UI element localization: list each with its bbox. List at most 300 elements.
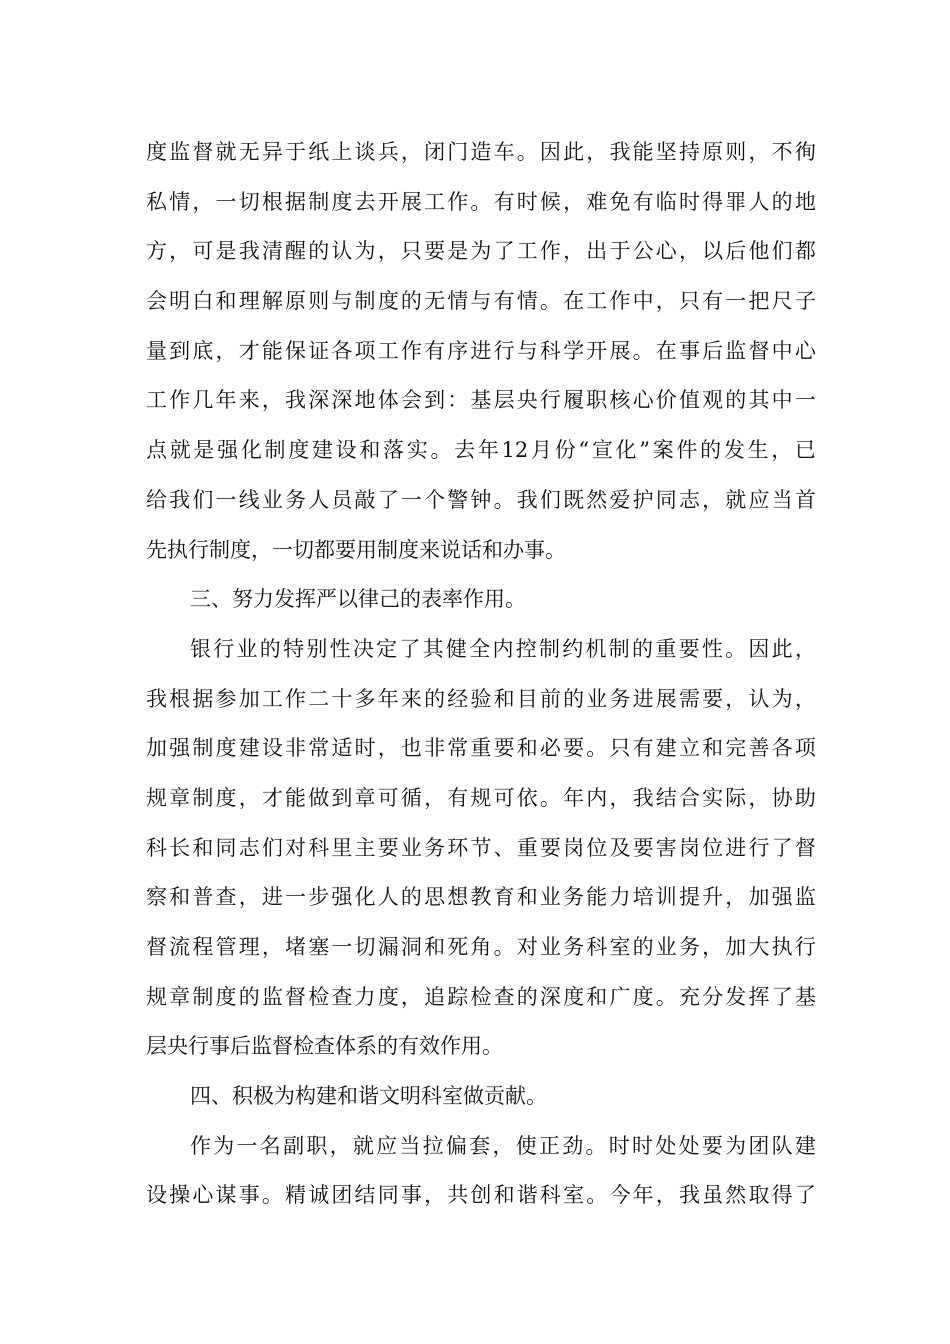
text-glyph: 则	[308, 289, 330, 314]
text-glyph: 要	[701, 1133, 723, 1158]
text-glyph: ，	[377, 736, 399, 761]
text-glyph: 建	[655, 736, 677, 761]
text-glyph: ，	[192, 189, 214, 214]
text-glyph: 非	[285, 736, 307, 761]
text-line	[146, 277, 816, 327]
text-glyph: 。	[539, 289, 561, 314]
text-glyph: 后	[725, 239, 747, 264]
text-glyph: 程	[192, 935, 214, 959]
text-glyph: 督	[794, 835, 816, 860]
text-glyph: 共	[447, 1183, 469, 1208]
text-glyph: 位	[702, 835, 724, 860]
text-glyph: 为	[213, 1133, 235, 1158]
text-glyph: 长	[169, 835, 191, 860]
text-glyph: 目	[516, 686, 538, 711]
text-glyph: 他	[748, 239, 770, 264]
text-glyph: 。	[261, 1183, 283, 1208]
text-glyph: 主	[354, 835, 376, 860]
text-glyph: 十	[331, 686, 353, 711]
text-glyph: 操	[169, 1183, 191, 1208]
text-glyph: 要	[632, 835, 654, 860]
text-line	[146, 824, 816, 874]
text-glyph: 节	[470, 835, 492, 860]
text-glyph: 和	[192, 835, 214, 860]
text-glyph: 踪	[447, 984, 469, 1009]
text-glyph: 要	[539, 835, 561, 860]
text-glyph: 业	[655, 935, 677, 959]
text-glyph: 因	[748, 636, 770, 661]
text-glyph: 同	[377, 1183, 399, 1208]
text-glyph: 的	[238, 984, 260, 1009]
text-glyph: 广	[609, 984, 631, 1009]
text-glyph: 度	[563, 984, 585, 1009]
text-glyph: 白	[192, 289, 214, 314]
text-glyph: 项	[354, 338, 376, 363]
text-glyph: 环	[447, 835, 469, 860]
text-glyph: 死	[447, 935, 469, 959]
text-glyph: 执	[771, 935, 793, 959]
text-glyph: 案	[652, 438, 674, 463]
text-glyph: 们	[261, 835, 283, 860]
text-glyph: 漏	[377, 935, 399, 959]
text-glyph: 车	[493, 140, 515, 164]
text-glyph: 可	[493, 785, 515, 810]
text-glyph: 了	[794, 1183, 816, 1208]
text-glyph: 验	[470, 686, 492, 711]
text-glyph: 强	[169, 736, 191, 761]
text-glyph: 理	[238, 289, 260, 314]
text-glyph: ，	[586, 140, 608, 164]
text-glyph: 志	[238, 835, 260, 860]
text-glyph: 心	[632, 388, 654, 413]
text-glyph: 是	[447, 239, 469, 264]
text-glyph: 开	[586, 338, 608, 363]
text-glyph: 价	[655, 388, 677, 413]
text-glyph: 进	[470, 338, 492, 363]
text-glyph: 时	[516, 189, 538, 214]
text-glyph: 临	[655, 189, 677, 214]
text-glyph: 然	[586, 487, 608, 512]
text-glyph: 徇	[794, 140, 816, 164]
text-glyph: 事	[400, 1183, 422, 1208]
text-glyph: 加	[725, 935, 747, 959]
text-glyph: ，	[609, 785, 631, 810]
text-glyph: 宣	[591, 438, 613, 463]
text-glyph: 才	[238, 338, 260, 363]
text-glyph: 和	[516, 885, 538, 910]
text-glyph: 我	[169, 487, 191, 512]
text-glyph: 12	[501, 438, 529, 463]
text-glyph: 规	[146, 785, 167, 810]
text-glyph: 化	[240, 438, 262, 463]
text-glyph: 我	[516, 487, 538, 512]
text-glyph: 年	[377, 686, 399, 711]
text-glyph: 当	[399, 1133, 421, 1158]
text-glyph: 发	[723, 438, 745, 463]
text-glyph: 只	[609, 736, 631, 761]
text-glyph: 因	[539, 140, 561, 164]
text-glyph: 其	[748, 388, 770, 413]
text-glyph: 。	[655, 984, 677, 1009]
text-glyph: 化	[354, 885, 376, 910]
text-glyph: 然	[725, 1183, 747, 1208]
text-glyph: 流	[169, 935, 191, 959]
text-glyph: 的	[632, 636, 654, 661]
text-line-content: 层央行事后监督检查体系的有效作用。	[146, 1034, 503, 1059]
text-glyph: 时	[678, 189, 700, 214]
text-glyph: 展	[400, 189, 422, 214]
text-line	[146, 675, 816, 725]
text-glyph: 情	[447, 289, 469, 314]
text-glyph: 展	[655, 686, 677, 711]
text-glyph: 建	[794, 1133, 816, 1158]
text-line	[146, 973, 816, 1023]
text-glyph: 我	[238, 239, 260, 264]
text-glyph: 化	[615, 438, 637, 463]
text-line	[146, 1171, 816, 1221]
text-glyph: 及	[609, 835, 631, 860]
text-glyph: 都	[794, 239, 816, 264]
text-glyph: 。	[539, 785, 561, 810]
text-glyph: 章	[354, 785, 376, 810]
text-glyph: 察	[146, 885, 167, 910]
text-glyph: 和	[169, 885, 191, 910]
text-glyph: 重	[655, 636, 677, 661]
text-glyph: 的	[424, 686, 446, 711]
text-glyph: 正	[538, 1133, 560, 1158]
text-glyph: 就	[169, 438, 191, 463]
text-glyph: 底	[192, 338, 214, 363]
text-glyph: 一	[400, 487, 422, 512]
text-glyph: 常	[447, 736, 469, 761]
text-glyph: 度	[215, 736, 237, 761]
text-glyph: 多	[354, 686, 376, 711]
text-glyph: ，	[492, 1133, 514, 1158]
text-glyph: 取	[748, 1183, 770, 1208]
text-glyph: 业	[539, 935, 561, 959]
text-glyph: 今	[609, 1183, 631, 1208]
text-glyph: 事	[238, 1183, 260, 1208]
text-line	[146, 1122, 816, 1172]
text-glyph: 职	[306, 1133, 328, 1158]
text-glyph: 有	[424, 338, 446, 363]
text-glyph: 出	[586, 239, 608, 264]
text-glyph: 中	[771, 388, 793, 413]
text-glyph: 展	[609, 338, 631, 363]
text-glyph: 兵	[377, 140, 399, 164]
text-glyph: 职	[586, 388, 608, 413]
text-glyph: 应	[748, 487, 770, 512]
text-glyph: 性	[701, 636, 723, 661]
text-glyph: 机	[585, 636, 607, 661]
text-glyph: 。	[516, 140, 538, 164]
text-glyph: 开	[377, 189, 399, 214]
text-glyph: 罪	[725, 189, 747, 214]
text-glyph: 偏	[445, 1133, 467, 1158]
text-glyph: 于	[609, 239, 631, 264]
text-glyph: 。	[493, 487, 515, 512]
text-glyph: 一	[725, 289, 747, 314]
text-glyph: 一	[215, 189, 237, 214]
text-glyph: 门	[447, 140, 469, 164]
text-glyph: 务	[424, 835, 446, 860]
text-glyph: 团	[748, 1133, 770, 1158]
text-glyph: 有	[632, 189, 654, 214]
text-glyph: 是	[215, 239, 237, 264]
text-glyph: 制	[192, 785, 214, 810]
text-glyph: ，	[238, 785, 260, 810]
text-glyph: 工	[586, 289, 608, 314]
text-glyph: 分	[702, 984, 724, 1009]
text-glyph: 监	[261, 984, 283, 1009]
text-glyph: 。	[632, 338, 654, 363]
text-glyph: 制	[538, 636, 560, 661]
text-glyph: 为	[725, 1133, 747, 1158]
text-glyph: 各	[771, 736, 793, 761]
text-glyph: 虽	[702, 1183, 724, 1208]
text-glyph: 加	[146, 736, 167, 761]
text-glyph: 内	[492, 636, 514, 661]
text-glyph: ，	[794, 636, 816, 661]
text-glyph: 套	[469, 1133, 491, 1158]
text-glyph: 上	[331, 140, 353, 164]
text-glyph: 和	[493, 1183, 515, 1208]
text-glyph: 循	[400, 785, 422, 810]
text-glyph: 位	[586, 835, 608, 860]
text-glyph: 闭	[424, 140, 446, 164]
text-glyph: 银	[190, 636, 211, 661]
text-glyph: 度	[331, 189, 353, 214]
text-glyph: 科	[539, 338, 561, 363]
text-line	[146, 873, 816, 923]
text-glyph: 把	[748, 289, 770, 314]
text-glyph: 规	[146, 984, 167, 1009]
text-glyph: 业	[236, 636, 258, 661]
text-glyph: 与	[331, 289, 353, 314]
text-glyph: 作	[400, 338, 422, 363]
text-glyph: 各	[331, 338, 353, 363]
text-glyph: 规	[470, 785, 492, 810]
text-glyph: 中	[632, 289, 654, 314]
text-glyph: 。	[725, 636, 747, 661]
text-glyph: 就	[352, 1133, 374, 1158]
text-glyph: 参	[215, 686, 237, 711]
text-glyph: 必	[539, 736, 561, 761]
text-glyph: 业	[400, 835, 422, 860]
text-glyph: 经	[447, 686, 469, 711]
text-glyph: 处	[655, 1133, 677, 1158]
text-glyph: 认	[748, 686, 770, 711]
text-glyph: 和	[215, 289, 237, 314]
text-glyph: ，	[400, 140, 422, 164]
text-glyph: 来	[400, 686, 422, 711]
text-glyph: 据	[192, 686, 214, 711]
text-glyph: 的	[700, 438, 722, 463]
text-glyph: 设	[261, 736, 283, 761]
text-line	[146, 774, 816, 824]
text-glyph: 线	[238, 487, 260, 512]
text-glyph: 份	[554, 438, 576, 463]
text-glyph: 心	[794, 338, 816, 363]
text-glyph: 使	[515, 1133, 537, 1158]
text-glyph: 督	[285, 984, 307, 1009]
text-glyph: 以	[702, 239, 724, 264]
text-glyph: 重	[470, 736, 492, 761]
text-glyph: 实	[406, 438, 428, 463]
text-glyph: 能	[586, 885, 608, 910]
text-glyph: 行	[539, 388, 561, 413]
text-glyph: 拉	[422, 1133, 444, 1158]
text-glyph: 月	[530, 438, 552, 463]
text-glyph: 章	[169, 785, 191, 810]
text-glyph: 持	[678, 140, 700, 164]
text-glyph: 度	[632, 984, 654, 1009]
text-glyph: 和	[586, 984, 608, 1009]
text-glyph: 劲	[562, 1133, 584, 1158]
text-glyph: 强	[771, 885, 793, 910]
text-glyph: 就	[725, 487, 747, 512]
text-line	[146, 227, 816, 277]
text-glyph: 要	[563, 736, 585, 761]
text-glyph: 适	[331, 736, 353, 761]
text-glyph: 结	[655, 785, 677, 810]
text-glyph: 团	[331, 1183, 353, 1208]
text-glyph: 到	[331, 785, 353, 810]
text-glyph: 作	[609, 289, 631, 314]
text-glyph: 行	[794, 935, 816, 959]
text-glyph: 认	[331, 239, 353, 264]
text-glyph: 子	[794, 289, 816, 314]
text-glyph: 年	[632, 1183, 654, 1208]
text-glyph: 为	[771, 686, 793, 711]
text-glyph: 务	[678, 935, 700, 959]
text-glyph: 的	[632, 935, 654, 959]
text-glyph: 强	[217, 438, 239, 463]
text-glyph: 决	[352, 636, 374, 661]
text-glyph: 我	[678, 1183, 700, 1208]
text-glyph: ，	[400, 984, 422, 1009]
text-glyph: 、	[493, 835, 515, 860]
text-glyph: 工	[146, 388, 167, 413]
text-glyph: ，	[377, 239, 399, 264]
text-glyph: 约	[562, 636, 584, 661]
text-line	[146, 426, 816, 476]
text-glyph: 力	[609, 885, 631, 910]
text-glyph: 科	[308, 835, 330, 860]
text-glyph: 有	[447, 785, 469, 810]
text-glyph: 私	[146, 189, 167, 214]
text-glyph: 得	[771, 1183, 793, 1208]
text-glyph: 全	[469, 636, 491, 661]
text-glyph: 了	[771, 984, 793, 1009]
text-glyph: 公	[632, 239, 654, 264]
text-glyph: 务	[609, 686, 631, 711]
text-glyph: 度	[288, 438, 310, 463]
text-glyph: 也	[400, 736, 422, 761]
text-glyph: 无	[238, 140, 260, 164]
text-glyph: 了	[377, 487, 399, 512]
text-glyph: 作	[190, 1133, 211, 1158]
text-glyph: 有	[702, 289, 724, 314]
text-glyph: 合	[678, 785, 700, 810]
text-glyph: 敲	[354, 487, 376, 512]
text-glyph: 监	[169, 140, 191, 164]
text-glyph: 切	[354, 935, 376, 959]
text-glyph: 年	[563, 785, 585, 810]
text-glyph: 会	[400, 388, 422, 413]
text-glyph: 在	[655, 338, 677, 363]
text-glyph: ”	[639, 438, 650, 463]
text-glyph: 于	[285, 140, 307, 164]
text-glyph: ：	[447, 388, 469, 413]
text-glyph: 已	[794, 438, 816, 463]
text-glyph: 核	[609, 388, 631, 413]
text-glyph: 为	[470, 239, 492, 264]
text-glyph: 需	[678, 686, 700, 711]
text-glyph: 给	[146, 487, 167, 512]
text-glyph: 无	[424, 289, 446, 314]
text-glyph: 一	[794, 388, 816, 413]
text-glyph: 行	[213, 636, 235, 661]
text-glyph: 制	[354, 289, 376, 314]
text-glyph: 督	[146, 935, 167, 959]
text-glyph: 建	[311, 438, 333, 463]
text-glyph: ，	[748, 140, 770, 164]
text-glyph: 工	[261, 686, 283, 711]
text-glyph: 时	[608, 1133, 630, 1158]
text-glyph: 想	[447, 885, 469, 910]
text-glyph: 首	[794, 487, 816, 512]
text-glyph: 的	[516, 984, 538, 1009]
text-glyph: 工	[424, 189, 446, 214]
text-glyph: 性	[329, 636, 351, 661]
text-glyph: 学	[563, 338, 585, 363]
text-glyph: 。	[470, 189, 492, 214]
text-glyph: 一	[331, 935, 353, 959]
text-glyph: 就	[215, 140, 237, 164]
text-glyph: 中	[771, 338, 793, 363]
text-glyph: 非	[424, 736, 446, 761]
text-glyph: 基	[470, 388, 492, 413]
text-glyph: 普	[192, 885, 214, 910]
text-glyph: 免	[609, 189, 631, 214]
text-glyph: 年	[477, 438, 499, 463]
text-glyph: 才	[261, 785, 283, 810]
text-glyph: 与	[516, 338, 538, 363]
text-glyph: 塞	[308, 935, 330, 959]
text-glyph: 工	[516, 239, 538, 264]
text-glyph: ，	[702, 487, 724, 512]
text-line	[146, 724, 816, 774]
text-glyph: 其	[422, 636, 444, 661]
text-glyph: 结	[354, 1183, 376, 1208]
text-glyph: 和	[424, 935, 446, 959]
text-glyph: 是	[193, 438, 215, 463]
text-glyph: 创	[470, 1183, 492, 1208]
text-glyph: 科	[146, 835, 167, 860]
text-glyph: 解	[261, 289, 283, 314]
text-glyph: 人	[377, 885, 399, 910]
text-glyph: 几	[192, 388, 214, 413]
text-glyph: 有	[632, 736, 654, 761]
text-glyph: 督	[192, 140, 214, 164]
text-glyph: 能	[261, 338, 283, 363]
text-glyph: ，	[329, 1133, 351, 1158]
text-glyph: 依	[516, 785, 538, 810]
text-glyph: 业	[261, 487, 283, 512]
text-glyph: 科	[586, 935, 608, 959]
text-glyph: 要	[678, 636, 700, 661]
